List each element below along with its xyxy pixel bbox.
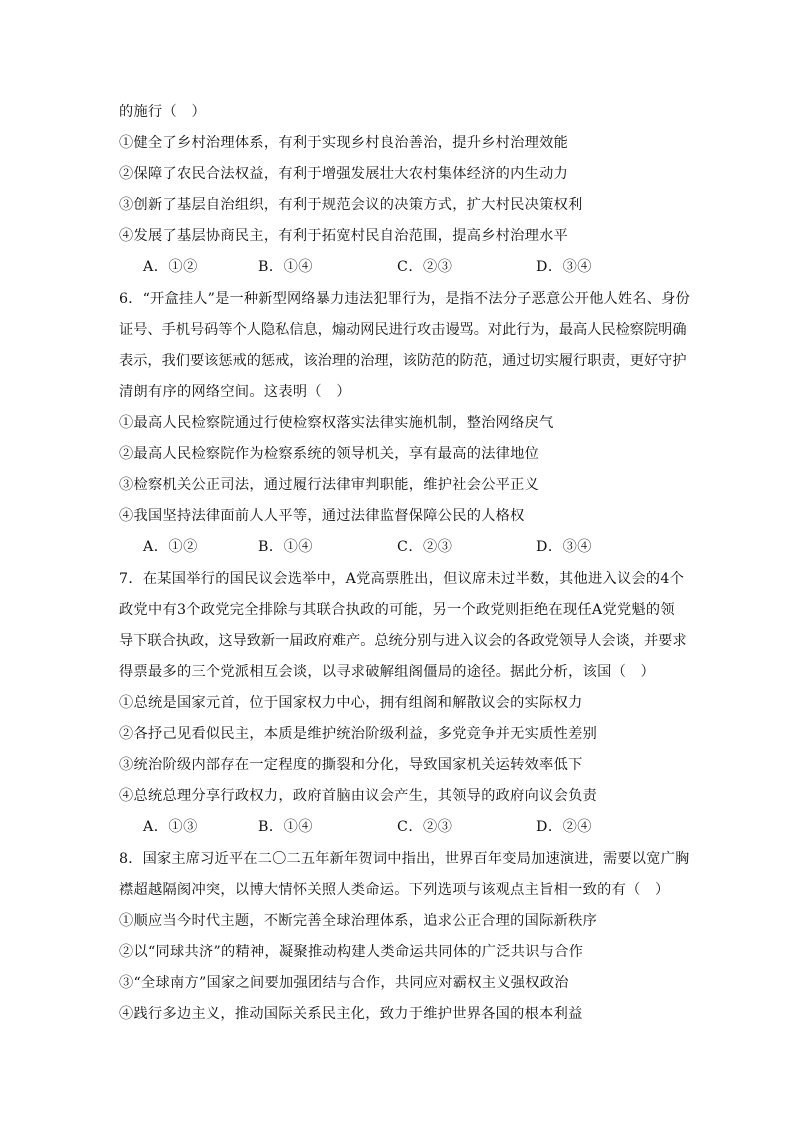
q7-stem-line-1: 7．在某国举行的国民议会选举中，A党高票胜出，但议席未过半数，其他进入议会的4个 bbox=[119, 571, 685, 587]
q7-stem-line-3: 导下联合执政，这导致新一届政府难产。总统分别与进入议会的各政党领导人会谈，并要求 bbox=[119, 633, 687, 649]
q6-option-2: ②最高人民检察院作为检察系统的领导机关，享有最高的法律地位 bbox=[119, 446, 540, 462]
q7-option-2: ②各抒己见看似民主，本质是维护统治阶级利益，多党竞争并无实质性差别 bbox=[119, 726, 598, 742]
q6-option-1: ①最高人民检察院通过行使检察权落实法律实施机制，整治网络戾气 bbox=[119, 415, 554, 431]
q7-choice-c: C．②③ bbox=[397, 819, 453, 835]
q5-choice-b: B．①④ bbox=[258, 259, 313, 275]
q5-option-1: ①健全了乡村治理体系，有利于实现乡村良治善治，提升乡村治理效能 bbox=[119, 135, 569, 151]
q8-option-1: ①顺应当今时代主题，不断完善全球治理体系，追求公正合理的国际新秩序 bbox=[119, 913, 598, 929]
q8-option-3: ③“全球南方”国家之间要加强团结与合作，共同应对霸权主义强权政治 bbox=[119, 975, 569, 991]
q5-choice-a: A．①② bbox=[143, 259, 198, 275]
q7-stem-line-2: 政党中有3个政党完全排除与其联合执政的可能，另一个政党则拒绝在现任A党党魁的领 bbox=[119, 602, 675, 618]
q5-choice-d: D．③④ bbox=[536, 259, 592, 275]
q5-option-2: ②保障了农民合法权益，有利于增强发展壮大农村集体经济的内生动力 bbox=[119, 166, 569, 182]
q7-choice-a: A．①③ bbox=[143, 819, 198, 835]
q5-stem-tail: 的施行（ ） bbox=[119, 104, 206, 120]
q5-option-3: ③创新了基层自治组织，有利于规范会议的决策方式，扩大村民决策权利 bbox=[119, 197, 583, 213]
q6-option-4: ④我国坚持法律面前人人平等，通过法律监督保障公民的人格权 bbox=[119, 508, 525, 524]
q7-choice-b: B．①④ bbox=[258, 819, 313, 835]
q8-option-2: ②以“同球共济”的精神，凝聚推动构建人类命运共同体的广泛共识与合作 bbox=[119, 944, 584, 960]
q8-stem-line-1: 8．国家主席习近平在二〇二五年新年贺词中指出，世界百年变局加速演进，需要以宽广胸 bbox=[119, 851, 690, 867]
q7-option-4: ④总统总理分享行政权力，政府首脑由议会产生，其领导的政府向议会负责 bbox=[119, 788, 598, 804]
q6-choice-d: D．③④ bbox=[536, 539, 592, 555]
q6-answer-choices bbox=[0, 537, 794, 557]
q8-stem-line-2: 襟超越隔阂冲突，以博大情怀关照人类命运。下列选项与该观点主旨相一致的有（ ） bbox=[119, 882, 670, 898]
q8-option-4: ④践行多边主义，推动国际关系民主化，致力于维护世界各国的根本利益 bbox=[119, 1006, 583, 1022]
q6-stem-line-3: 表示，我们要该惩戒的惩戒，该治理的治理，该防范的防范，通过切实履行职责，更好守护 bbox=[119, 353, 687, 369]
q7-choice-d: D．②④ bbox=[536, 819, 592, 835]
q6-stem-line-4: 清朗有序的网络空间。这表明（ ） bbox=[119, 384, 351, 400]
q6-stem-line-1: 6．“开盒挂人”是一种新型网络暴力违法犯罪行为，是指不法分子恶意公开他人姓名、身份 bbox=[119, 291, 690, 307]
q5-answer-choices bbox=[0, 257, 794, 277]
q7-option-1: ①总统是国家元首，位于国家权力中心，拥有组阁和解散议会的实际权力 bbox=[119, 695, 583, 711]
q6-option-3: ③检察机关公正司法，通过履行法律审判职能，维护社会公平正义 bbox=[119, 477, 540, 493]
q5-option-4: ④发展了基层协商民主，有利于拓宽村民自治范围，提高乡村治理水平 bbox=[119, 228, 569, 244]
q6-choice-c: C．②③ bbox=[397, 539, 453, 555]
q6-choice-b: B．①④ bbox=[258, 539, 313, 555]
q6-choice-a: A．①② bbox=[143, 539, 198, 555]
q5-choice-c: C．②③ bbox=[397, 259, 453, 275]
q7-answer-choices bbox=[0, 817, 794, 837]
q7-stem-line-4: 得票最多的三个党派相互会谈，以寻求破解组阁僵局的途径。据此分析，该国（ ） bbox=[119, 664, 656, 680]
q7-option-3: ③统治阶级内部存在一定程度的撕裂和分化，导致国家机关运转效率低下 bbox=[119, 757, 583, 773]
q6-stem-line-2: 证号、手机号码等个人隐私信息，煽动网民进行攻击谩骂。对此行为，最高人民检察院明确 bbox=[119, 322, 687, 338]
